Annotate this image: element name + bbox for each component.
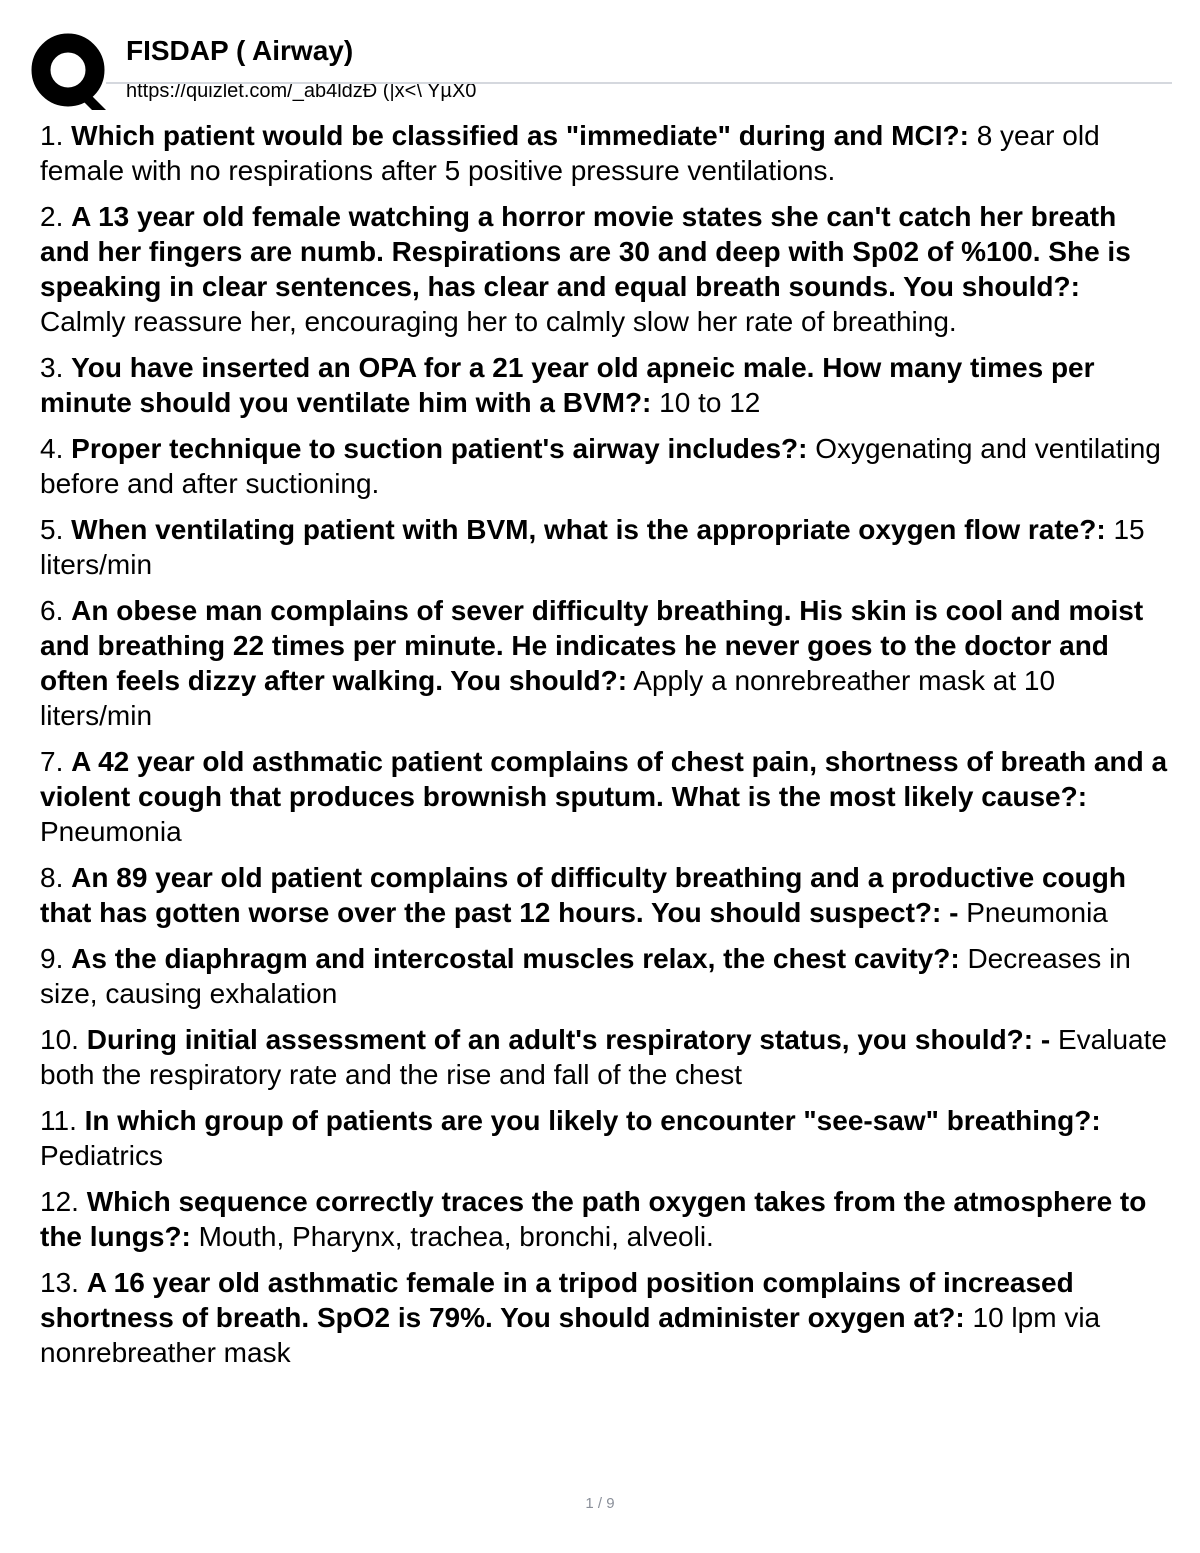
qa-item (40, 744, 1170, 849)
answer-text: Pediatrics (40, 1140, 163, 1171)
item-number: 12. (40, 1186, 79, 1217)
qa-item (40, 593, 1170, 733)
answer-text: Mouth, Pharynx, trachea, bronchi, alveoli. (198, 1221, 714, 1252)
answer-text: 8 year old female with no respirations after 5 positive pressure ventilations. (40, 120, 1100, 186)
question-text: When ventilating patient with BVM, what is the appropriate oxygen flow rate?: (71, 514, 1106, 545)
qa-item (40, 199, 1170, 339)
question-text: An obese man complains of sever difficulty breathing. His skin is cool and moist and breathing 22 times per minute. He indicates he never goes to the doctor and often feels dizzy after walking. You should?: (40, 595, 1144, 696)
question-text: During initial assessment of an adult's respiratory status, you should?: - (86, 1024, 1051, 1055)
answer-text: Pneumonia (966, 897, 1108, 928)
qa-item (40, 941, 1170, 1011)
qa-item (40, 1103, 1170, 1173)
qa-list (40, 118, 1170, 1381)
answer-text: 10 to 12 (659, 387, 761, 418)
question-text: A 16 year old asthmatic female in a tripod position complains of increased shortness of breath. SpO2 is 79%. You should administer oxygen at?: (40, 1267, 1074, 1333)
answer-text: Oxygenating and ventilating before and after suctioning. (40, 433, 1161, 499)
question-text: Which sequence correctly traces the path oxygen takes from the atmosphere to the lungs?: (40, 1186, 1147, 1252)
answer-text: Pneumonia (40, 816, 182, 847)
question-text: Which patient would be classified as "immediate" during and MCI?: (71, 120, 969, 151)
item-number: 9. (40, 943, 64, 974)
question-text: As the diaphragm and intercostal muscles relax, the chest cavity?: (71, 943, 960, 974)
question-text: You have inserted an OPA for a 21 year old apneic male. How many times per minute should you ventilate him with a BVM?: (40, 352, 1095, 418)
qa-item (40, 860, 1170, 930)
item-number: 11. (40, 1105, 77, 1136)
header-divider (106, 82, 1172, 84)
item-number: 8. (40, 862, 64, 893)
item-number: 6. (40, 595, 64, 626)
answer-text: 15 liters/min (40, 514, 1145, 580)
answer-text: Decreases in size, causing exhalation (40, 943, 1131, 1009)
answer-text: Calmly reassure her, encouraging her to calmly slow her rate of breathing. (40, 306, 957, 337)
item-number: 3. (40, 352, 64, 383)
qa-item (40, 350, 1170, 420)
item-number: 10. (40, 1024, 79, 1055)
answer-text: Apply a nonrebreather mask at 10 liters/min (40, 665, 1056, 731)
question-text: An 89 year old patient complains of difficulty breathing and a productive cough that has gotten worse over the past 12 hours. You should suspect?: - (40, 862, 1126, 928)
qa-item (40, 431, 1170, 501)
page-number: 1 / 9 (585, 1495, 615, 1512)
item-number: 5. (40, 514, 64, 545)
page-header (30, 28, 1175, 112)
qa-item (40, 118, 1170, 188)
item-number: 1. (40, 120, 64, 151)
item-number: 13. (40, 1267, 79, 1298)
qa-item (40, 1022, 1170, 1092)
question-text: Proper technique to suction patient's airway includes?: (71, 433, 808, 464)
answer-text: Evaluate both the respiratory rate and the rise and fall of the chest (40, 1024, 1167, 1090)
quizlet-q-logo-icon (30, 32, 110, 112)
question-text: In which group of patients are you likely to encounter "see-saw" breathing?: (84, 1105, 1101, 1136)
qa-item (40, 1184, 1170, 1254)
document-title: FISDAP ( Airway) (126, 35, 354, 66)
item-number: 7. (40, 746, 64, 777)
item-number: 4. (40, 433, 64, 464)
answer-text: 10 lpm via nonrebreather mask (40, 1302, 1101, 1368)
question-text: A 13 year old female watching a horror movie states she can't catch her breath and her fingers are numb. Respirations are 30 and deep with Sp02 of %100. She is speaking in clear sentences, has clear and equal breath sounds. You should?: (40, 201, 1131, 302)
source-url: https://quizlet.com/_ab4ldzÐ (|x<\ YµX0 (126, 80, 477, 102)
qa-item (40, 1265, 1170, 1370)
qa-item (40, 512, 1170, 582)
item-number: 2. (40, 201, 64, 232)
question-text: A 42 year old asthmatic patient complains of chest pain, shortness of breath and a violent cough that produces brownish sputum. What is the most likely cause?: (40, 746, 1168, 812)
